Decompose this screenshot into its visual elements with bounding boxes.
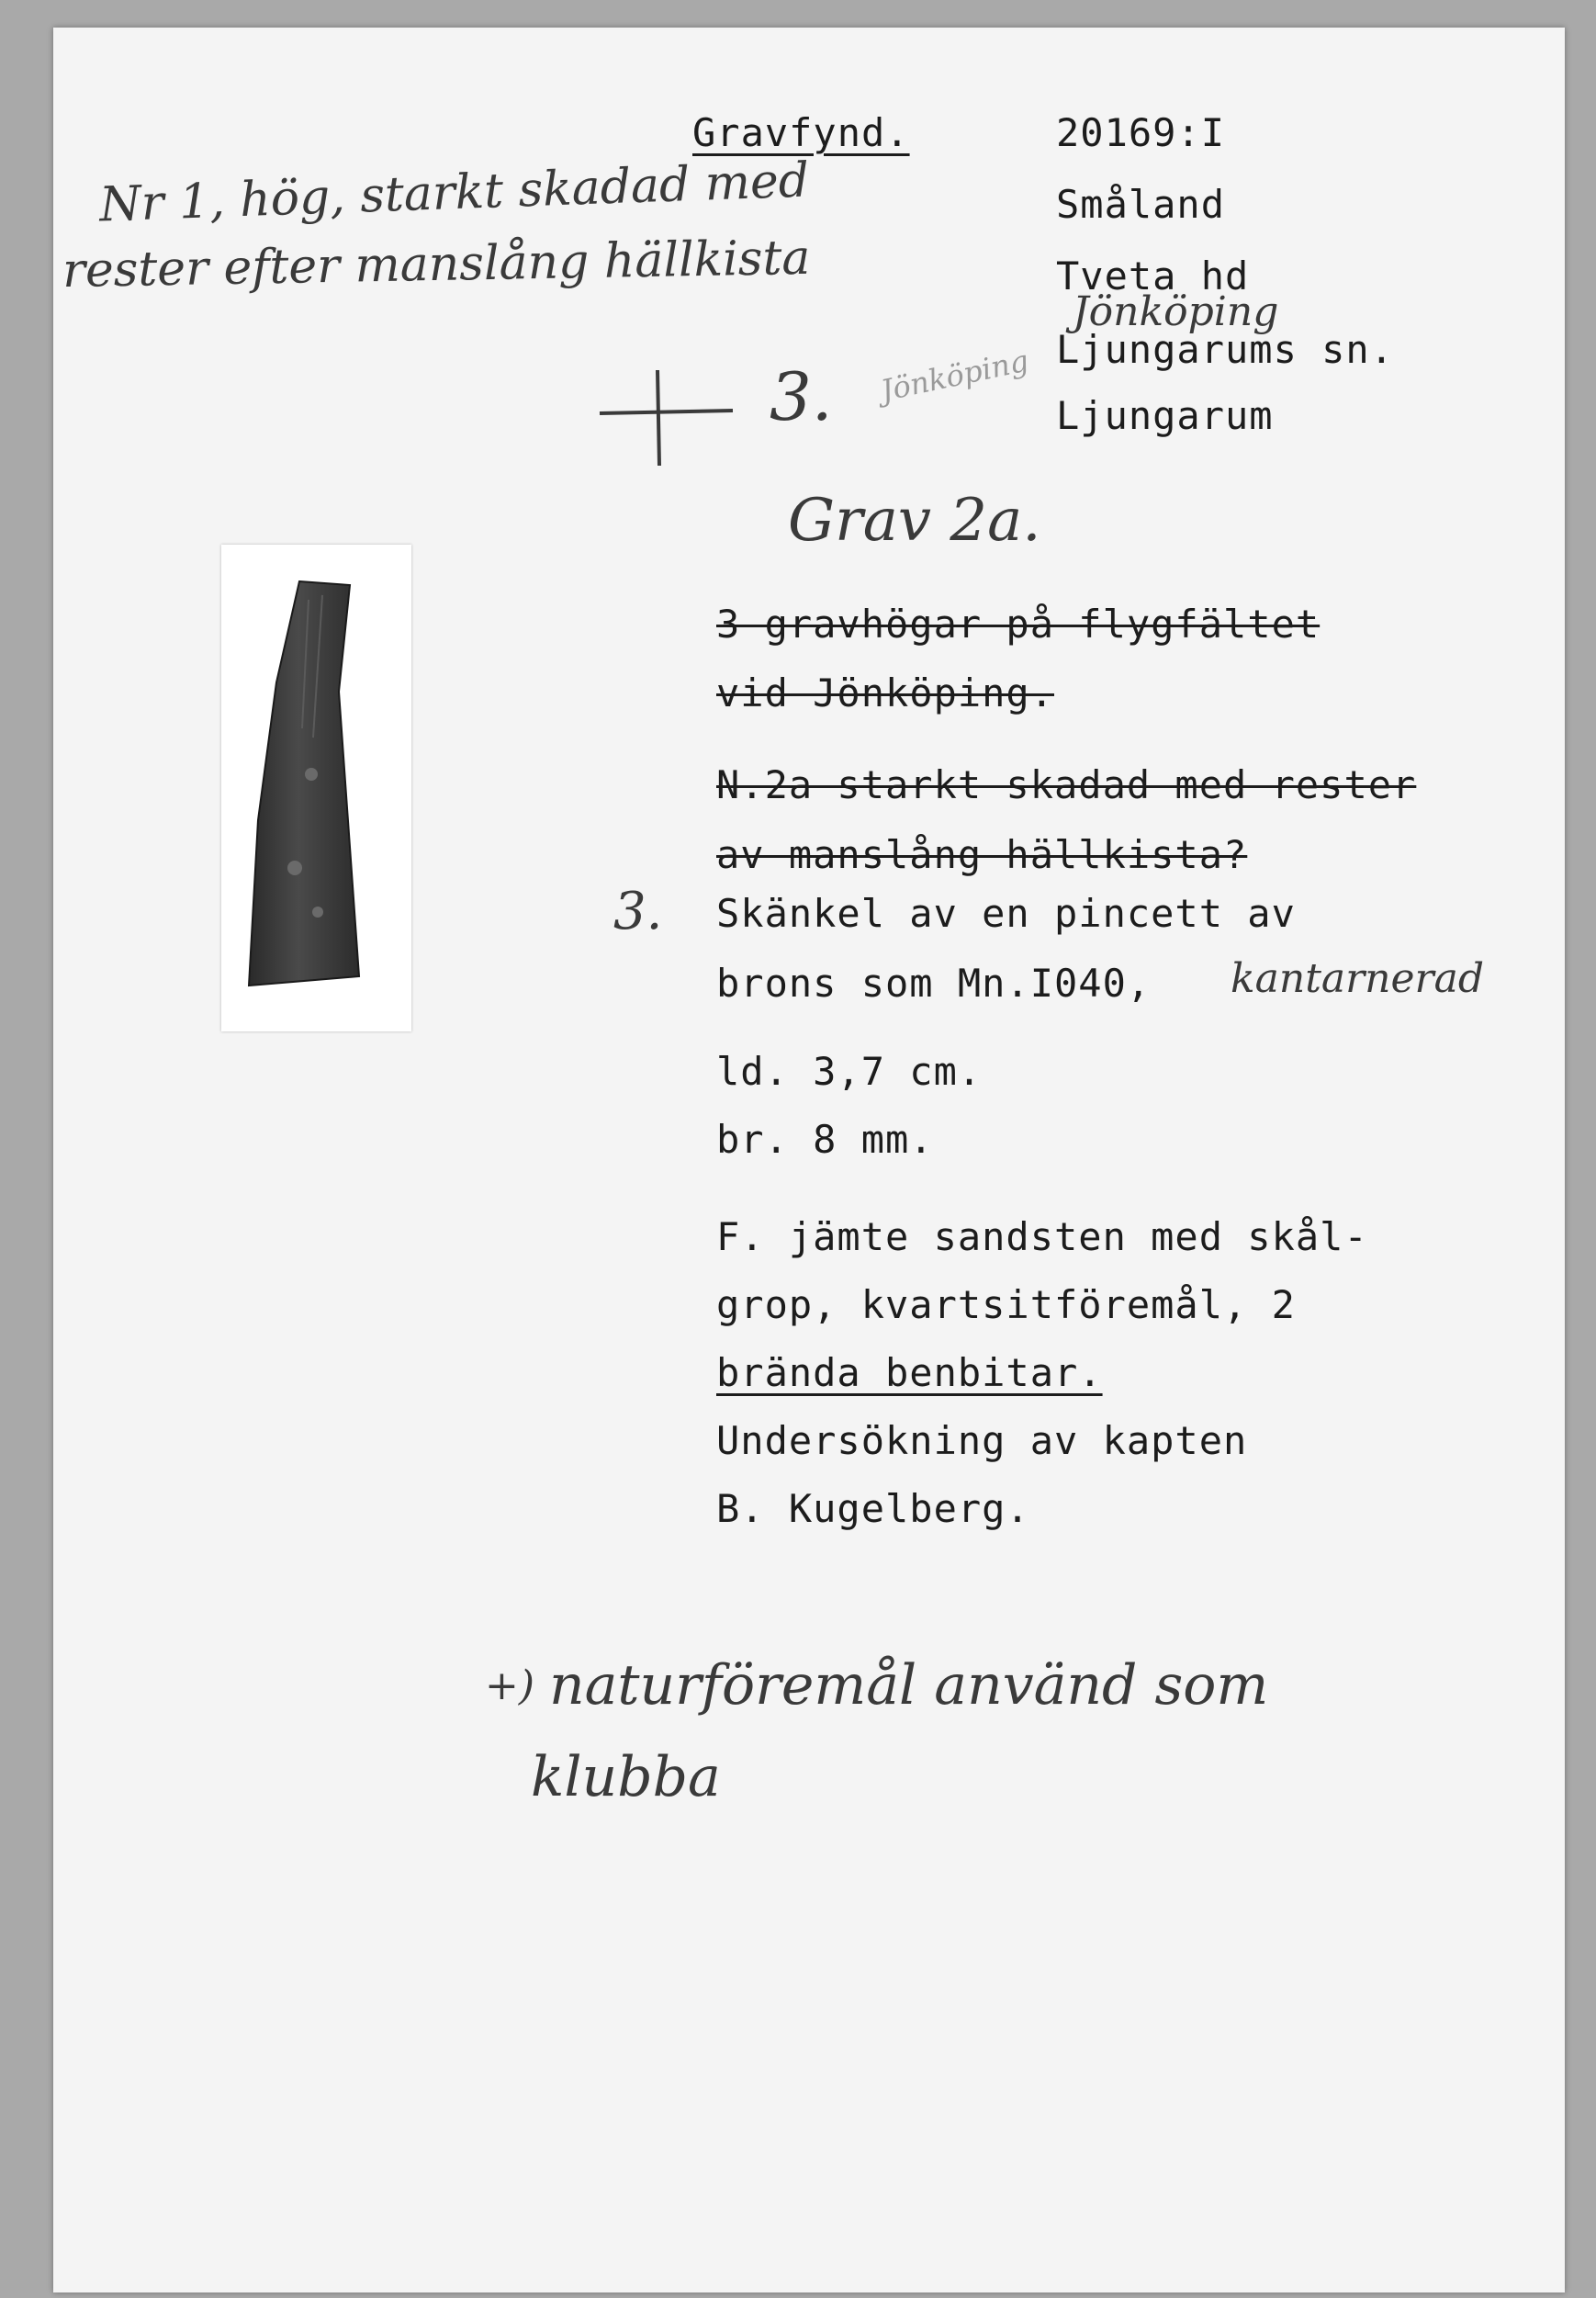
handwritten-footnote-2: klubba <box>531 1745 721 1809</box>
handwritten-number: 3. <box>770 358 833 435</box>
cross-mark-icon <box>595 363 742 473</box>
footnote-mark: +) <box>485 1662 535 1709</box>
struck-line-1: 3 gravhögar på flygfältet <box>716 602 1321 647</box>
struck-line-2: vid Jönköping. <box>716 670 1055 715</box>
handwritten-footnote-1: naturföremål använd som <box>549 1653 1269 1718</box>
find-line-5: B. Kugelberg. <box>716 1486 1030 1531</box>
catalog-card <box>53 28 1565 2292</box>
handwritten-grave-label: Grav 2a. <box>788 487 1041 555</box>
place: Ljungarum <box>1056 393 1274 438</box>
district: Tveta hd <box>1056 253 1250 299</box>
struck-line-4: av manslång hällkista? <box>716 832 1248 877</box>
description-text-1: Skänkel av en pincett av <box>716 891 1296 936</box>
region: Småland <box>1056 182 1226 227</box>
object-photo <box>221 545 411 1031</box>
description-line-2: brons som Mn.I040, <box>716 961 1152 1006</box>
item-number: 3. <box>613 882 663 941</box>
handwritten-city: Jönköping <box>1073 288 1279 335</box>
handwritten-note-top-2: rester efter manslång hällkista <box>62 230 811 299</box>
find-line-1: F. jämte sandsten med skål- <box>716 1214 1368 1259</box>
find-line-3: brända benbitar. <box>716 1350 1103 1395</box>
description-line-1 <box>716 891 1296 936</box>
card-heading: Gravfynd. <box>692 110 910 155</box>
handwritten-faint-note: Jönköping <box>877 343 1032 409</box>
handwritten-note-top-1: Nr 1, hög, starkt skadad med <box>98 152 811 233</box>
width-measure: br. 8 mm. <box>716 1117 934 1162</box>
tweezer-arm-image <box>221 545 411 1031</box>
find-line-2: grop, kvartsitföremål, 2 <box>716 1282 1296 1327</box>
struck-line-3: N.2a starkt skadad med rester <box>716 762 1417 807</box>
catalog-number: 20169:I <box>1056 110 1226 155</box>
parish: Ljungarums sn. <box>1056 327 1395 372</box>
length-measure: ld. 3,7 cm. <box>716 1049 983 1094</box>
find-line-4: Undersökning av kapten <box>716 1418 1248 1463</box>
handwritten-kantarnerad: kantarnerad <box>1231 955 1484 1002</box>
